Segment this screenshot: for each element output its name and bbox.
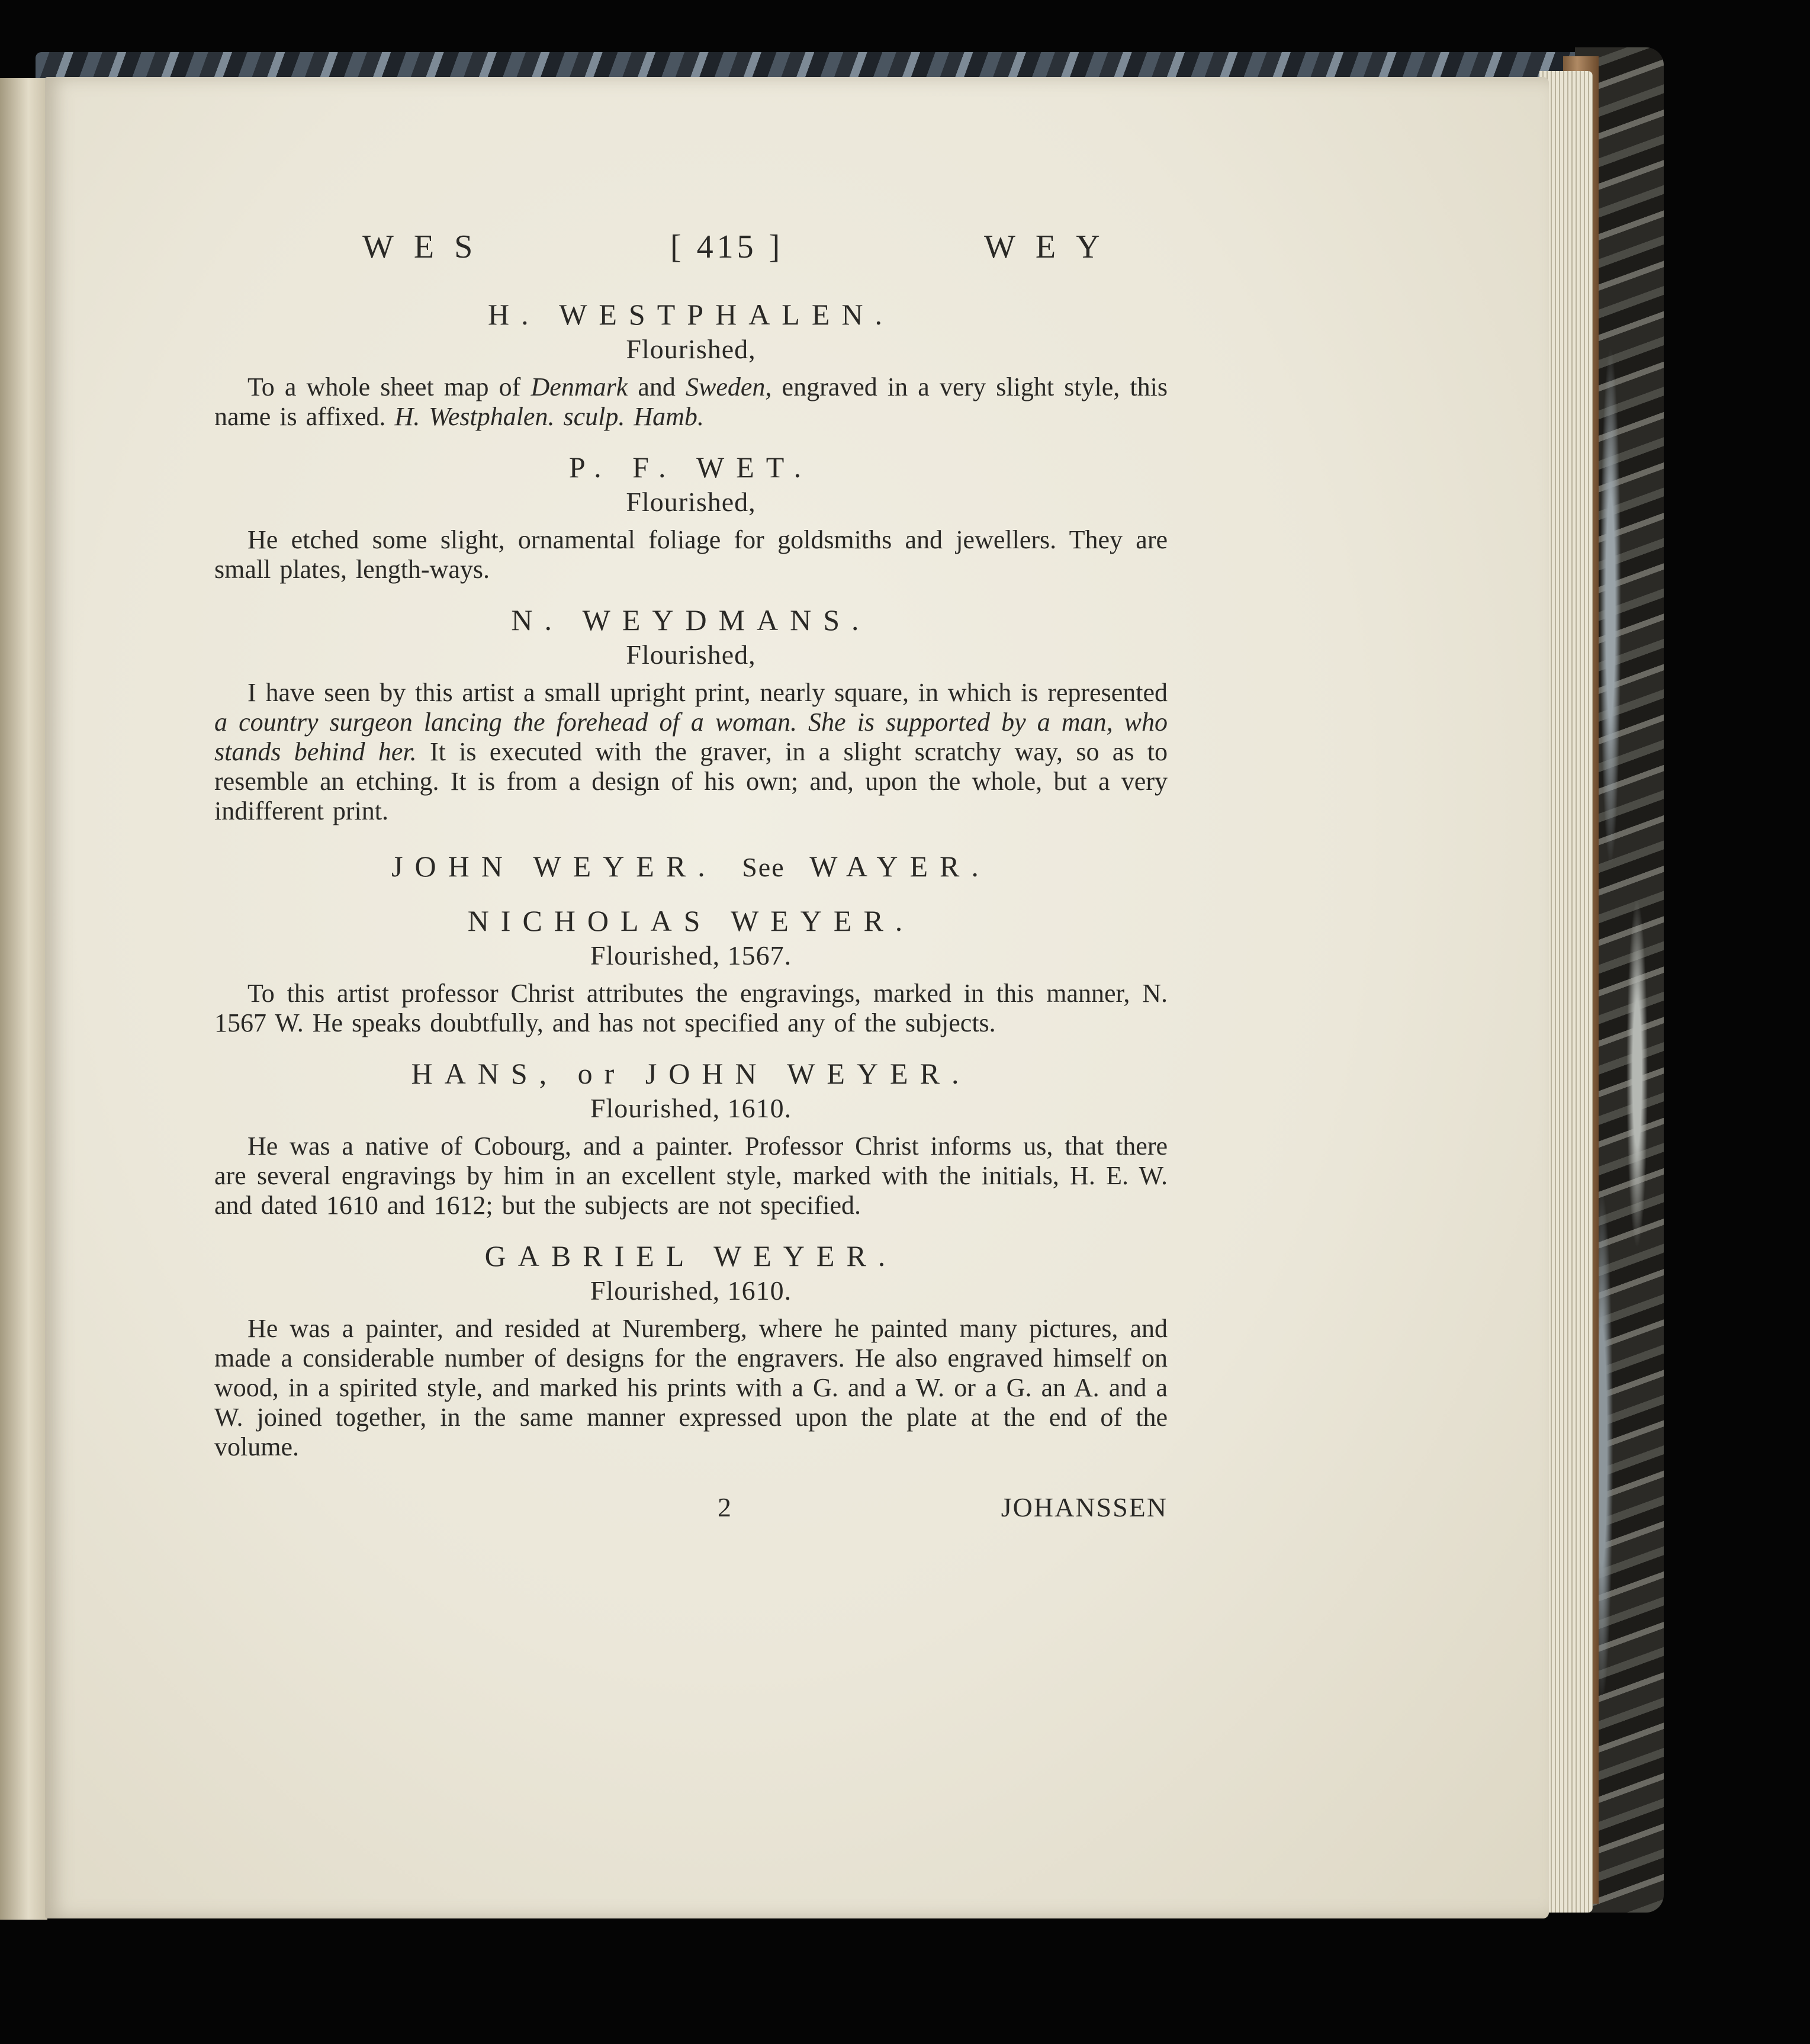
text-segment: It is executed with the graver, in a slight scratchy way, so as to resemble an etching. It is from a design of his own; and, upon the whole, but a very indifferent print.	[214, 737, 1168, 825]
entry-flourished: Flourished,	[626, 334, 756, 364]
see-also-name: JOHN WEYER.	[391, 850, 717, 883]
page-footer	[214, 1492, 1168, 1527]
see-also-word: See	[742, 852, 785, 882]
entry	[214, 903, 1168, 1038]
entry-name: GABRIEL WEYER.	[484, 1239, 898, 1272]
entry-paragraph	[214, 372, 1168, 432]
entry-flourished: Flourished,	[626, 487, 756, 517]
entry-paragraph	[214, 525, 1168, 584]
entries-section-b	[214, 903, 1168, 1462]
text-segment: To this artist professor Christ attributes the engravings, marked in this manner, N. 1567 W. He speaks doubtfully, and has not specified any of the subjects.	[214, 979, 1168, 1037]
signature-mark: 2	[718, 1492, 731, 1522]
entry-flourished: Flourished,	[626, 639, 756, 670]
text-segment: He etched some slight, ornamental foliage for goldsmiths and jewellers. They are small plates, length-ways.	[214, 525, 1168, 584]
page-body	[214, 228, 1168, 1527]
entry-name: NICHOLAS WEYER.	[467, 904, 915, 937]
see-also-target: WAYER.	[809, 850, 991, 883]
entry-paragraph	[214, 979, 1168, 1038]
running-head-right: WEY	[984, 229, 1120, 265]
entry-paragraph	[214, 1314, 1168, 1462]
entry-paragraph	[214, 1132, 1168, 1220]
text-segment: He was a painter, and resided at Nuremberg, where he painted many pictures, and made a considerable number of designs for the engravers. He also engraved himself on wood, in a spirited style, and marked his prints with a G. and a W. or a G. an A. and a W. joined together, in the same manner expressed upon the plate at the end of the volume.	[214, 1314, 1168, 1461]
italic-text: Denmark	[531, 372, 628, 401]
entry-name: N. WEYDMANS.	[511, 603, 871, 637]
entry-name: H. WESTPHALEN.	[487, 298, 894, 331]
entry-flourished: Flourished, 1567.	[590, 940, 792, 970]
text-segment: and	[628, 372, 686, 401]
italic-text: Sweden,	[686, 372, 772, 401]
entry	[214, 297, 1168, 432]
entry-name: HANS, or JOHN WEYER.	[411, 1057, 971, 1090]
catchword: JOHANSSEN	[1001, 1492, 1168, 1522]
entry-flourished: Flourished, 1610.	[590, 1093, 792, 1123]
text-segment: engraved in a very slight style, this name is affixed.	[214, 372, 1168, 431]
italic-text: H. Westphalen. sculp. Hamb.	[394, 402, 704, 431]
italic-text: a country surgeon lancing the forehead of a woman. She is supported by a man, who stands behind her.	[214, 708, 1168, 766]
entry	[214, 1056, 1168, 1220]
entry	[214, 602, 1168, 826]
entry	[214, 449, 1168, 584]
page-number: [ 415 ]	[670, 229, 784, 265]
running-head-left: WES	[362, 229, 493, 265]
entries-section-a	[214, 297, 1168, 826]
entry-paragraph	[214, 678, 1168, 826]
entry-name: P. F. WET.	[568, 451, 814, 484]
text-segment: He was a native of Cobourg, and a painter. Professor Christ informs us, that there are several engravings by him in an excellent style, marked with the initials, H. E. W. and dated 1610 and 1612; but the subjects are not specified.	[214, 1132, 1168, 1220]
facing-page-edge	[0, 78, 47, 1920]
text-segment: I have seen by this artist a small upright print, nearly square, in which is represented	[247, 678, 1168, 707]
text-segment: To a whole sheet map of	[247, 372, 531, 401]
entry	[214, 1238, 1168, 1462]
see-also-entry	[214, 849, 1168, 885]
running-head	[214, 228, 1168, 279]
entry-flourished: Flourished, 1610.	[590, 1275, 792, 1306]
